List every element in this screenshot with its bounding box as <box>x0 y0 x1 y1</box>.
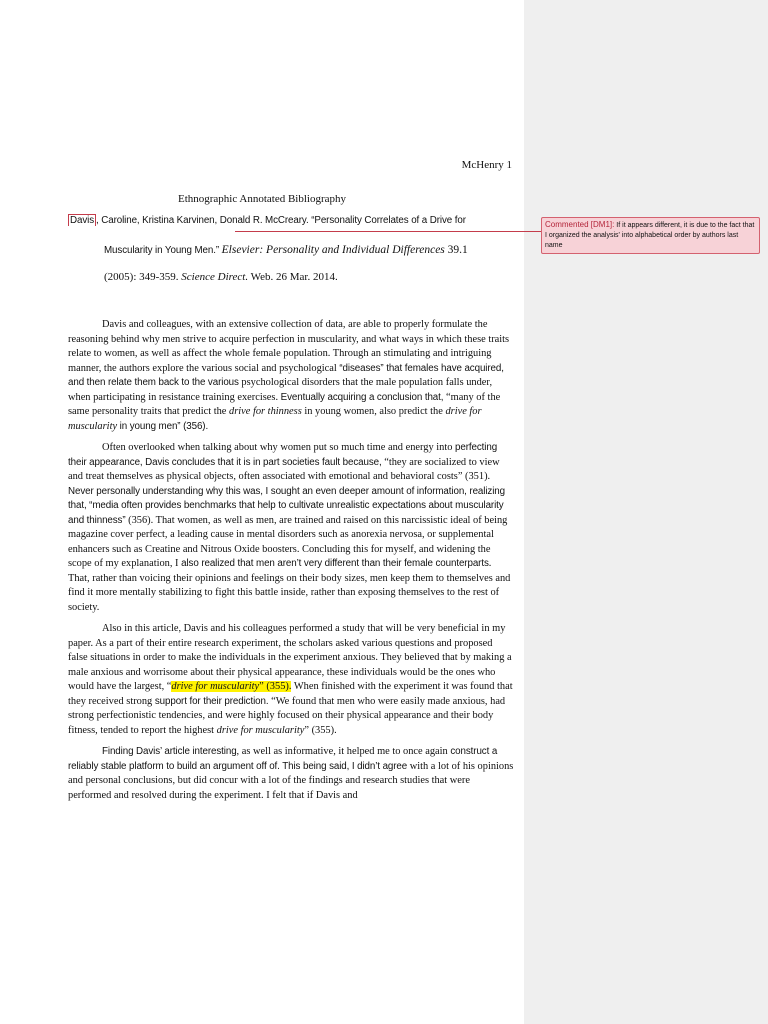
comment-connector-line <box>235 231 546 232</box>
paragraph-2[interactable] <box>68 441 514 615</box>
text-run: Davis and colleagues, with an extensive collection of data, are able to properly formulate the reasoning behind why men strive to acquire perfection in muscularity, and what ways in which these traits relate to women, as well as affect the whole female population. Through an stimulating and intriguing manner, the authors explore the various social and psychological <box>68 319 510 374</box>
text-run: ” (355). <box>304 724 337 736</box>
citation-volume: 39.1 <box>444 244 468 256</box>
comment-text: If it appears different, it is due to the fact that I organized the analysis' into alphabetical order by authors last name <box>545 222 755 249</box>
citation-database: Science Direct. <box>181 271 249 283</box>
text-run-edited: support for their prediction. <box>154 695 269 707</box>
citation-access: Web. 26 Mar. 2014. <box>248 271 338 283</box>
comment-label: Commented [DM1]: <box>545 220 615 229</box>
citation-journal: Elsevier: Personality and Individual Differences <box>221 244 445 256</box>
citation-year-pages: (2005): 349-359. <box>104 271 182 283</box>
citation-article-title: Muscularity in Young Men.” <box>104 245 222 256</box>
text-run: Often overlooked when talking about why women put so much time and energy into <box>102 442 456 453</box>
text-run-edited: also realized that men aren’t very different than their female counterparts <box>181 558 489 569</box>
text-run-edited: Eventually acquiring a conclusion that, <box>280 391 444 403</box>
commented-text-anchor[interactable]: Davis <box>70 215 94 226</box>
text-run-edited: in young men” (356). <box>117 420 209 432</box>
text-run: in young women, also predict the <box>301 406 446 417</box>
page-header: McHenry 1 <box>461 159 512 171</box>
annotation-body[interactable] <box>68 318 514 810</box>
citation-line-3[interactable] <box>104 271 514 283</box>
text-run-edited: construct a reliably stable platform to build an argument off of. This being said, I didn’t agree <box>68 746 498 772</box>
paragraph-4[interactable] <box>68 745 514 803</box>
text-run: , as well as informative, it helped me to once again <box>236 746 451 757</box>
text-run: psychological disorders that the male population falls under, when participating in resistance training exercises. <box>68 377 493 403</box>
highlighted-text: ” (355). <box>259 681 292 692</box>
text-run-edited: “diseases” that females have acquired, and then relate them back to the various <box>68 362 504 388</box>
paragraph-1[interactable] <box>68 318 514 434</box>
text-run: “We found that men who were easily made anxious, had strong perfectionistic tendencies, and were highly focused on their physical appearance and their body fitness, tended to report the highest <box>68 695 506 736</box>
text-run-edited: perfecting their appearance, Davis concludes that it is in part societies fault because, <box>68 442 498 468</box>
text-run-edited: Never personally understanding why this was, I sought an even deeper amount of information, realizing that, “media often provides benchmarks that help to cultivate unrealistic expectations about muscularity and thinness” <box>68 485 506 526</box>
highlighted-text: drive for muscularity <box>171 681 260 692</box>
text-run: . That, rather than voicing their opinions and feelings on their body sizes, men keep them to themselves and find it more mentally stabilizing to fight this battle inside, rather than exposing themselves to the rest of society. <box>68 558 511 613</box>
comment-margin-pane <box>524 0 768 1024</box>
text-run: “they are socialized to view and treat themselves as physical objects, often associated with emotional and behavioral costs” (351). <box>68 456 500 482</box>
text-run: “many of the same personality traits that predict the <box>68 391 501 417</box>
citation-line-1[interactable] <box>68 215 513 226</box>
paragraph-3[interactable] <box>68 622 514 738</box>
text-run-italic: drive for thinness <box>229 406 302 417</box>
text-run-italic: drive for muscularity <box>68 406 482 432</box>
text-run: When finished with the experiment it was found that they received strong <box>68 681 513 707</box>
text-run-edited: Finding Davis’ article interesting <box>102 746 237 757</box>
text-run: (356). That women, as well as men, are trained and raised on this narcissistic ideal of being magazine cover perfect, a leading cause in mental disorders such as anorexia nervosa, or supplemental enhancers such as Creatine and Nitrous Oxide boosters. Concluding this for myself, and widening the scope of my explanation, I <box>68 514 508 569</box>
document-title[interactable]: Ethnographic Annotated Bibliography <box>177 193 347 205</box>
comment-balloon[interactable] <box>541 217 760 254</box>
text-run: with a lot of his opinions and personal conclusions, but did concur with a lot of the findings and research studies that were performed and resolved during the experiment. I felt that if Davis and <box>68 760 514 801</box>
text-run: Also in this article, Davis and his colleagues performed a study that will be very beneficial in my paper. As a part of their entire research experiment, the scholars asked various questions and proposed false situations in order to make the individuals in the experiment anxious. They believed that by making a male anxious and worrisome about their physical appearance, these individuals would be the ones who would have the largest, “ <box>68 623 512 692</box>
citation-line-2[interactable] <box>104 244 514 256</box>
text-run-italic: drive for muscularity <box>216 724 305 736</box>
citation-authors: , Caroline, Kristina Karvinen, Donald R. McCreary. “Personality Correlates of a Drive for <box>96 215 466 226</box>
